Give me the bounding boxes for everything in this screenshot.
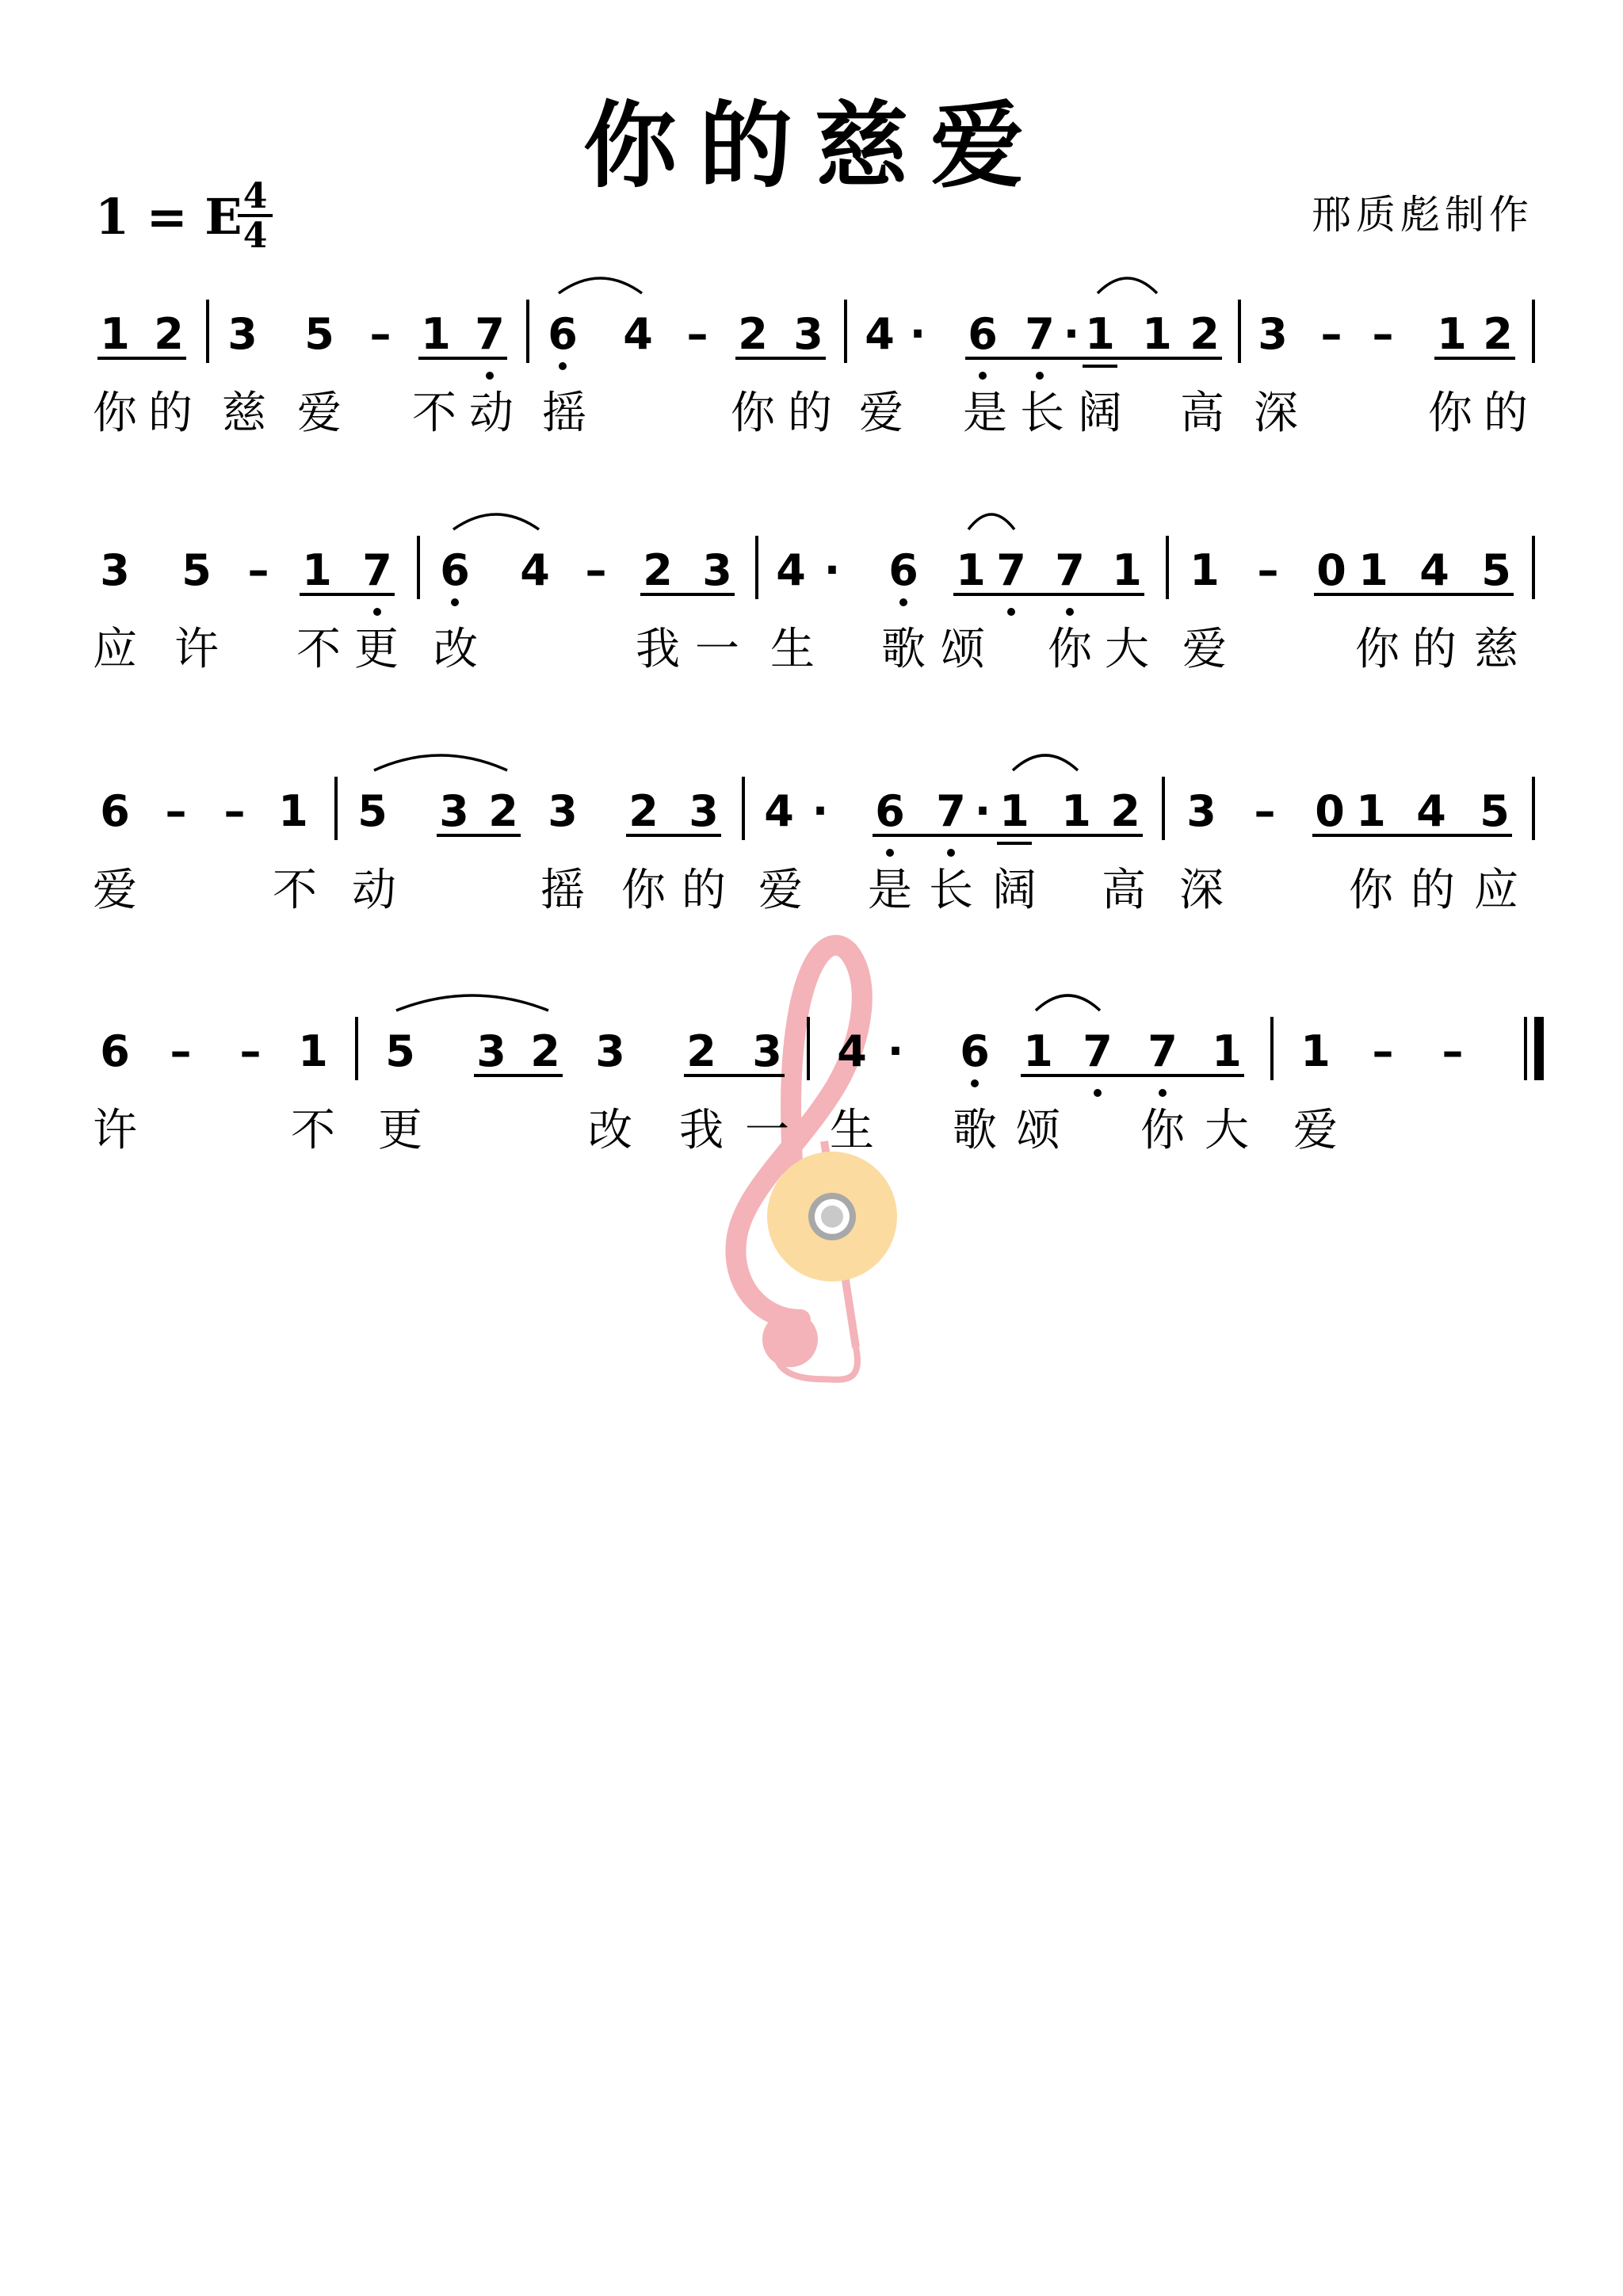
note-digit: 1: [302, 545, 332, 595]
note-digit: 7: [936, 786, 966, 836]
low-octave-dot: [979, 372, 987, 380]
lyric-character: 大: [1205, 1105, 1249, 1156]
augmentation-dot: ·: [823, 545, 841, 595]
note-digit: 1: [1142, 309, 1172, 359]
note-digit: 4: [837, 1026, 867, 1076]
dash-extension: –: [1442, 1026, 1464, 1076]
dash-extension: –: [585, 545, 607, 595]
music-body: [93, 278, 1539, 1156]
note-digit: 5: [1480, 786, 1510, 836]
lyric-character: 我: [679, 1105, 724, 1156]
note-digit: 1: [1356, 786, 1386, 836]
lyric-character: 你: [731, 388, 775, 439]
note-digit: 3: [476, 1026, 506, 1076]
lyric-character: 阔: [1078, 388, 1122, 439]
lyric-character: 爱: [1182, 624, 1227, 675]
note-digit: 6: [548, 309, 578, 359]
notation-row: [93, 755, 1533, 916]
lyric-character: 的: [1484, 388, 1528, 439]
note-digit: 1: [956, 545, 986, 595]
lyric-character: 高: [1102, 865, 1146, 916]
lyric-character: 一: [695, 624, 739, 675]
note-digit: 1: [1112, 545, 1142, 595]
note-digit: 7: [1025, 309, 1055, 359]
lyric-character: 一: [745, 1105, 789, 1156]
note-digit: 2: [686, 1026, 716, 1076]
note-digit: 1: [1300, 1026, 1331, 1076]
lyric-character: 的: [682, 865, 726, 916]
low-octave-dot: [451, 598, 459, 606]
lyric-character: 动: [352, 865, 396, 916]
lyric-character: 慈: [1474, 624, 1518, 675]
lyric-character: 你: [93, 388, 137, 439]
note-digit: 5: [304, 309, 334, 359]
low-octave-dot: [886, 849, 894, 857]
lyric-character: 你: [621, 865, 666, 916]
low-octave-dot: [486, 372, 494, 380]
slur-tie: [396, 995, 548, 1010]
note-digit: 2: [628, 786, 659, 836]
lyric-character: 改: [433, 624, 478, 675]
note-digit: 3: [1186, 786, 1216, 836]
lyric-character: 颂: [941, 624, 985, 675]
slur-tie: [453, 514, 539, 529]
augmentation-dot: ·: [887, 1026, 904, 1076]
key-signature: 1 = E: [95, 188, 242, 246]
dash-extension: –: [369, 309, 391, 359]
lyric-character: 爱: [758, 865, 803, 916]
note-digit: 0: [1316, 545, 1346, 595]
low-octave-dot: [1066, 608, 1074, 616]
note-digit: 7: [996, 545, 1026, 595]
lyric-character: 的: [788, 388, 832, 439]
note-digit: 4: [865, 309, 895, 359]
note-digit: 7: [1083, 1026, 1113, 1076]
note-digit: 1: [999, 786, 1029, 836]
note-digit: 2: [154, 309, 184, 359]
lyric-character: 动: [469, 388, 514, 439]
note-digit: 4: [520, 545, 550, 595]
note-digit: 2: [643, 545, 673, 595]
note-digit: 5: [181, 545, 212, 595]
note-digit: 3: [227, 309, 258, 359]
slur-tie: [1013, 755, 1078, 770]
augmentation-dot: ·: [909, 309, 926, 359]
lyric-character: 爱: [297, 388, 342, 439]
note-digit: 2: [488, 786, 518, 836]
lyric-character: 更: [354, 624, 399, 675]
note-digit: 2: [530, 1026, 560, 1076]
notation-row: [93, 278, 1533, 439]
note-digit: 1: [278, 786, 308, 836]
note-digit: 3: [793, 309, 823, 359]
note-digit: 3: [548, 786, 578, 836]
dash-extension: –: [1372, 309, 1394, 359]
lyric-character: 歌: [953, 1105, 997, 1156]
slur-tie: [968, 514, 1014, 529]
lyric-character: 许: [93, 1105, 137, 1156]
lyric-character: 生: [770, 624, 815, 675]
lyric-character: 你: [1140, 1105, 1185, 1156]
note-digit: 3: [1258, 309, 1288, 359]
note-digit: 3: [439, 786, 469, 836]
lyric-character: 的: [148, 388, 193, 439]
note-digit: 5: [1481, 545, 1511, 595]
slur-tie: [559, 278, 642, 293]
dash-extension: –: [247, 545, 269, 595]
lyric-character: 深: [1179, 865, 1224, 916]
lyric-character: 更: [378, 1105, 422, 1156]
note-digit: 7: [1148, 1026, 1178, 1076]
note-digit: 3: [689, 786, 719, 836]
note-digit: 4: [776, 545, 806, 595]
note-digit: 1: [421, 309, 451, 359]
low-octave-dot: [373, 608, 381, 616]
lyric-character: 的: [1412, 624, 1457, 675]
lyric-character: 许: [174, 624, 219, 675]
note-digit: 3: [100, 545, 130, 595]
note-digit: 5: [385, 1026, 415, 1076]
note-digit: 1: [1023, 1026, 1053, 1076]
note-digit: 1: [100, 309, 130, 359]
low-octave-dot: [1094, 1089, 1102, 1097]
note-digit: 6: [100, 1026, 130, 1076]
time-signature-top: 4: [242, 176, 268, 216]
notation-row: [93, 514, 1533, 675]
lyric-character: 慈: [222, 388, 266, 439]
lyric-character: 你: [1355, 624, 1400, 675]
note-digit: 5: [357, 786, 388, 836]
lyric-character: 深: [1254, 388, 1298, 439]
low-octave-dot: [1007, 608, 1015, 616]
lyric-character: 摇: [540, 865, 585, 916]
low-octave-dot: [559, 362, 567, 370]
dash-extension: –: [1372, 1026, 1394, 1076]
slur-tie: [374, 755, 507, 770]
lyric-character: 应: [93, 624, 137, 675]
note-digit: 4: [623, 309, 653, 359]
lyric-character: 歌: [881, 624, 926, 675]
slur-tie: [1036, 995, 1100, 1010]
lyric-character: 阔: [992, 865, 1037, 916]
lyric-character: 长: [1020, 388, 1064, 439]
note-digit: 1: [1190, 545, 1220, 595]
lyric-character: 你: [1048, 624, 1092, 675]
lyric-character: 应: [1474, 865, 1518, 916]
lyric-character: 不: [273, 865, 317, 916]
time-signature-bottom: 4: [242, 216, 268, 256]
note-digit: 1: [1212, 1026, 1242, 1076]
note-digit: 2: [738, 309, 768, 359]
lyric-character: 爱: [1293, 1105, 1338, 1156]
lyric-character: 是: [963, 388, 1007, 439]
dash-extension: –: [165, 786, 187, 836]
note-digit: 1: [1437, 309, 1467, 359]
dash-extension: –: [239, 1026, 262, 1076]
note-digit: 1: [298, 1026, 328, 1076]
low-octave-dot: [947, 849, 955, 857]
note-digit: 2: [1110, 786, 1140, 836]
treble-clef-cd-logo-icon: [735, 946, 897, 1380]
note-digit: 6: [888, 545, 918, 595]
lyric-character: 爱: [859, 388, 903, 439]
note-digit: 4: [764, 786, 794, 836]
dash-extension: –: [223, 786, 246, 836]
note-digit: 1: [1061, 786, 1091, 836]
note-digit: 7: [1055, 545, 1085, 595]
note-digit: 0: [1315, 786, 1345, 836]
dash-extension: –: [170, 1026, 192, 1076]
lyric-character: 改: [588, 1105, 632, 1156]
lyric-character: 不: [412, 388, 456, 439]
lyric-character: 我: [636, 624, 680, 675]
note-digit: 6: [440, 545, 470, 595]
dash-extension: –: [1257, 545, 1279, 595]
lyric-character: 生: [830, 1105, 874, 1156]
lyric-character: 你: [1349, 865, 1393, 916]
lyric-character: 的: [1411, 865, 1455, 916]
note-digit: 2: [1483, 309, 1513, 359]
augmentation-dot: ·: [974, 786, 991, 836]
arranger-credit: 邢质彪制作: [1312, 192, 1533, 238]
note-digit: 6: [875, 786, 905, 836]
low-octave-dot: [971, 1079, 979, 1087]
note-digit: 4: [1416, 786, 1446, 836]
note-digit: 7: [475, 309, 505, 359]
augmentation-dot: ·: [812, 786, 829, 836]
slur-tie: [1098, 278, 1157, 293]
note-digit: 7: [362, 545, 392, 595]
augmentation-dot: ·: [1063, 309, 1080, 359]
lyric-character: 大: [1105, 624, 1149, 675]
note-digit: 6: [100, 786, 130, 836]
lyric-character: 不: [291, 1105, 335, 1156]
low-octave-dot: [1036, 372, 1044, 380]
note-digit: 1: [1085, 309, 1115, 359]
note-digit: 3: [702, 545, 732, 595]
lyric-character: 爱: [93, 865, 137, 916]
lyric-character: 高: [1180, 388, 1224, 439]
low-octave-dot: [1159, 1089, 1167, 1097]
song-title: 你的慈爱: [582, 90, 1047, 201]
note-digit: 6: [960, 1026, 990, 1076]
note-digit: 6: [968, 309, 998, 359]
low-octave-dot: [899, 598, 907, 606]
note-digit: 4: [1419, 545, 1449, 595]
lyric-character: 不: [296, 624, 341, 675]
lyric-character: 是: [868, 865, 912, 916]
dash-extension: –: [686, 309, 708, 359]
dash-extension: –: [1254, 786, 1276, 836]
lyric-character: 长: [929, 865, 973, 916]
note-digit: 1: [1358, 545, 1388, 595]
lyric-character: 颂: [1016, 1105, 1060, 1156]
note-digit: 3: [595, 1026, 625, 1076]
lyric-character: 你: [1428, 388, 1472, 439]
lyric-character: 摇: [542, 388, 586, 439]
dash-extension: –: [1320, 309, 1342, 359]
note-digit: 2: [1190, 309, 1220, 359]
note-digit: 3: [752, 1026, 782, 1076]
